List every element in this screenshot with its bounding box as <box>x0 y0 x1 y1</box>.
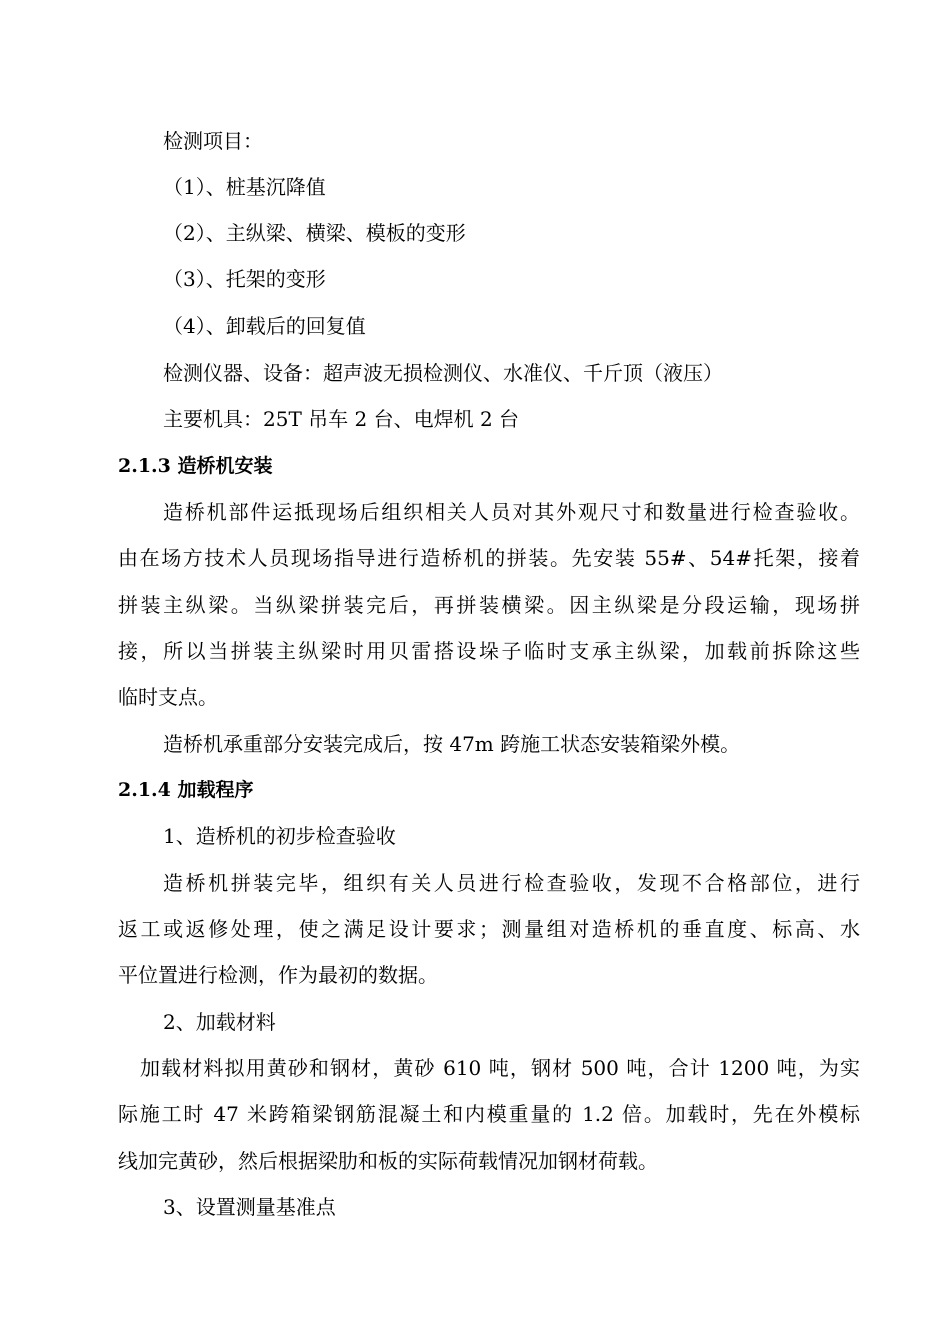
item1-line1: 造桥机拼装完毕，组织有关人员进行检查验收，发现不合格部位，进行 <box>163 871 860 895</box>
section-heading-214: 2.1.4 加载程序 <box>118 779 254 801</box>
section-heading-213: 2.1.3 造桥机安装 <box>118 455 273 477</box>
sec213-para1-line3: 拼装主纵梁。当纵梁拼装完后，再拼装横梁。因主纵梁是分段运输，现场拼 <box>118 593 860 617</box>
sec213-para1-line2: 由在场方技术人员现场指导进行造桥机的拼装。先安装 55#、54#托架，接着 <box>118 546 860 570</box>
item2-line1: 加载材料拟用黄砂和钢材，黄砂 610 吨，钢材 500 吨，合计 1200 吨，为实 <box>140 1056 860 1080</box>
item2-line2: 际施工时 47 米跨箱梁钢筋混凝土和内模重量的 1.2 倍。加载时，先在外模标 <box>118 1102 860 1126</box>
item2-line3: 线加完黄砂，然后根据梁肋和板的实际荷载情况加钢材荷载。 <box>118 1149 658 1173</box>
item2-title: 2、加载材料 <box>163 1010 276 1034</box>
sec213-para2: 造桥机承重部分安装完成后，按 47m 跨施工状态安装箱梁外模。 <box>163 732 741 756</box>
machinery-line: 主要机具：25T 吊车 2 台、电焊机 2 台 <box>163 407 520 431</box>
item1-line2: 返工或返修处理，使之满足设计要求；测量组对造桥机的垂直度、标高、水 <box>118 917 860 941</box>
item3-title: 3、设置测量基准点 <box>163 1195 336 1219</box>
sec213-para1-line4: 接，所以当拼装主纵梁时用贝雷搭设垛子临时支承主纵梁，加载前拆除这些 <box>118 639 860 663</box>
inspection-item-3: （3）、托架的变形 <box>163 267 326 291</box>
inspection-items-title: 检测项目： <box>163 129 263 153</box>
sec213-para1-line5: 临时支点。 <box>118 685 218 709</box>
item1-title: 1、造桥机的初步检查验收 <box>163 824 396 848</box>
instruments-line: 检测仪器、设备：超声波无损检测仪、水准仪、千斤顶（液压） <box>163 361 723 385</box>
inspection-item-1: （1）、桩基沉降值 <box>163 175 326 199</box>
inspection-item-2: （2）、主纵梁、横梁、模板的变形 <box>163 221 466 245</box>
sec213-para1-line1: 造桥机部件运抵现场后组织相关人员对其外观尺寸和数量进行检查验收。 <box>163 500 860 524</box>
inspection-item-4: （4）、卸载后的回复值 <box>163 314 366 338</box>
item1-line3: 平位置进行检测，作为最初的数据。 <box>118 963 438 987</box>
